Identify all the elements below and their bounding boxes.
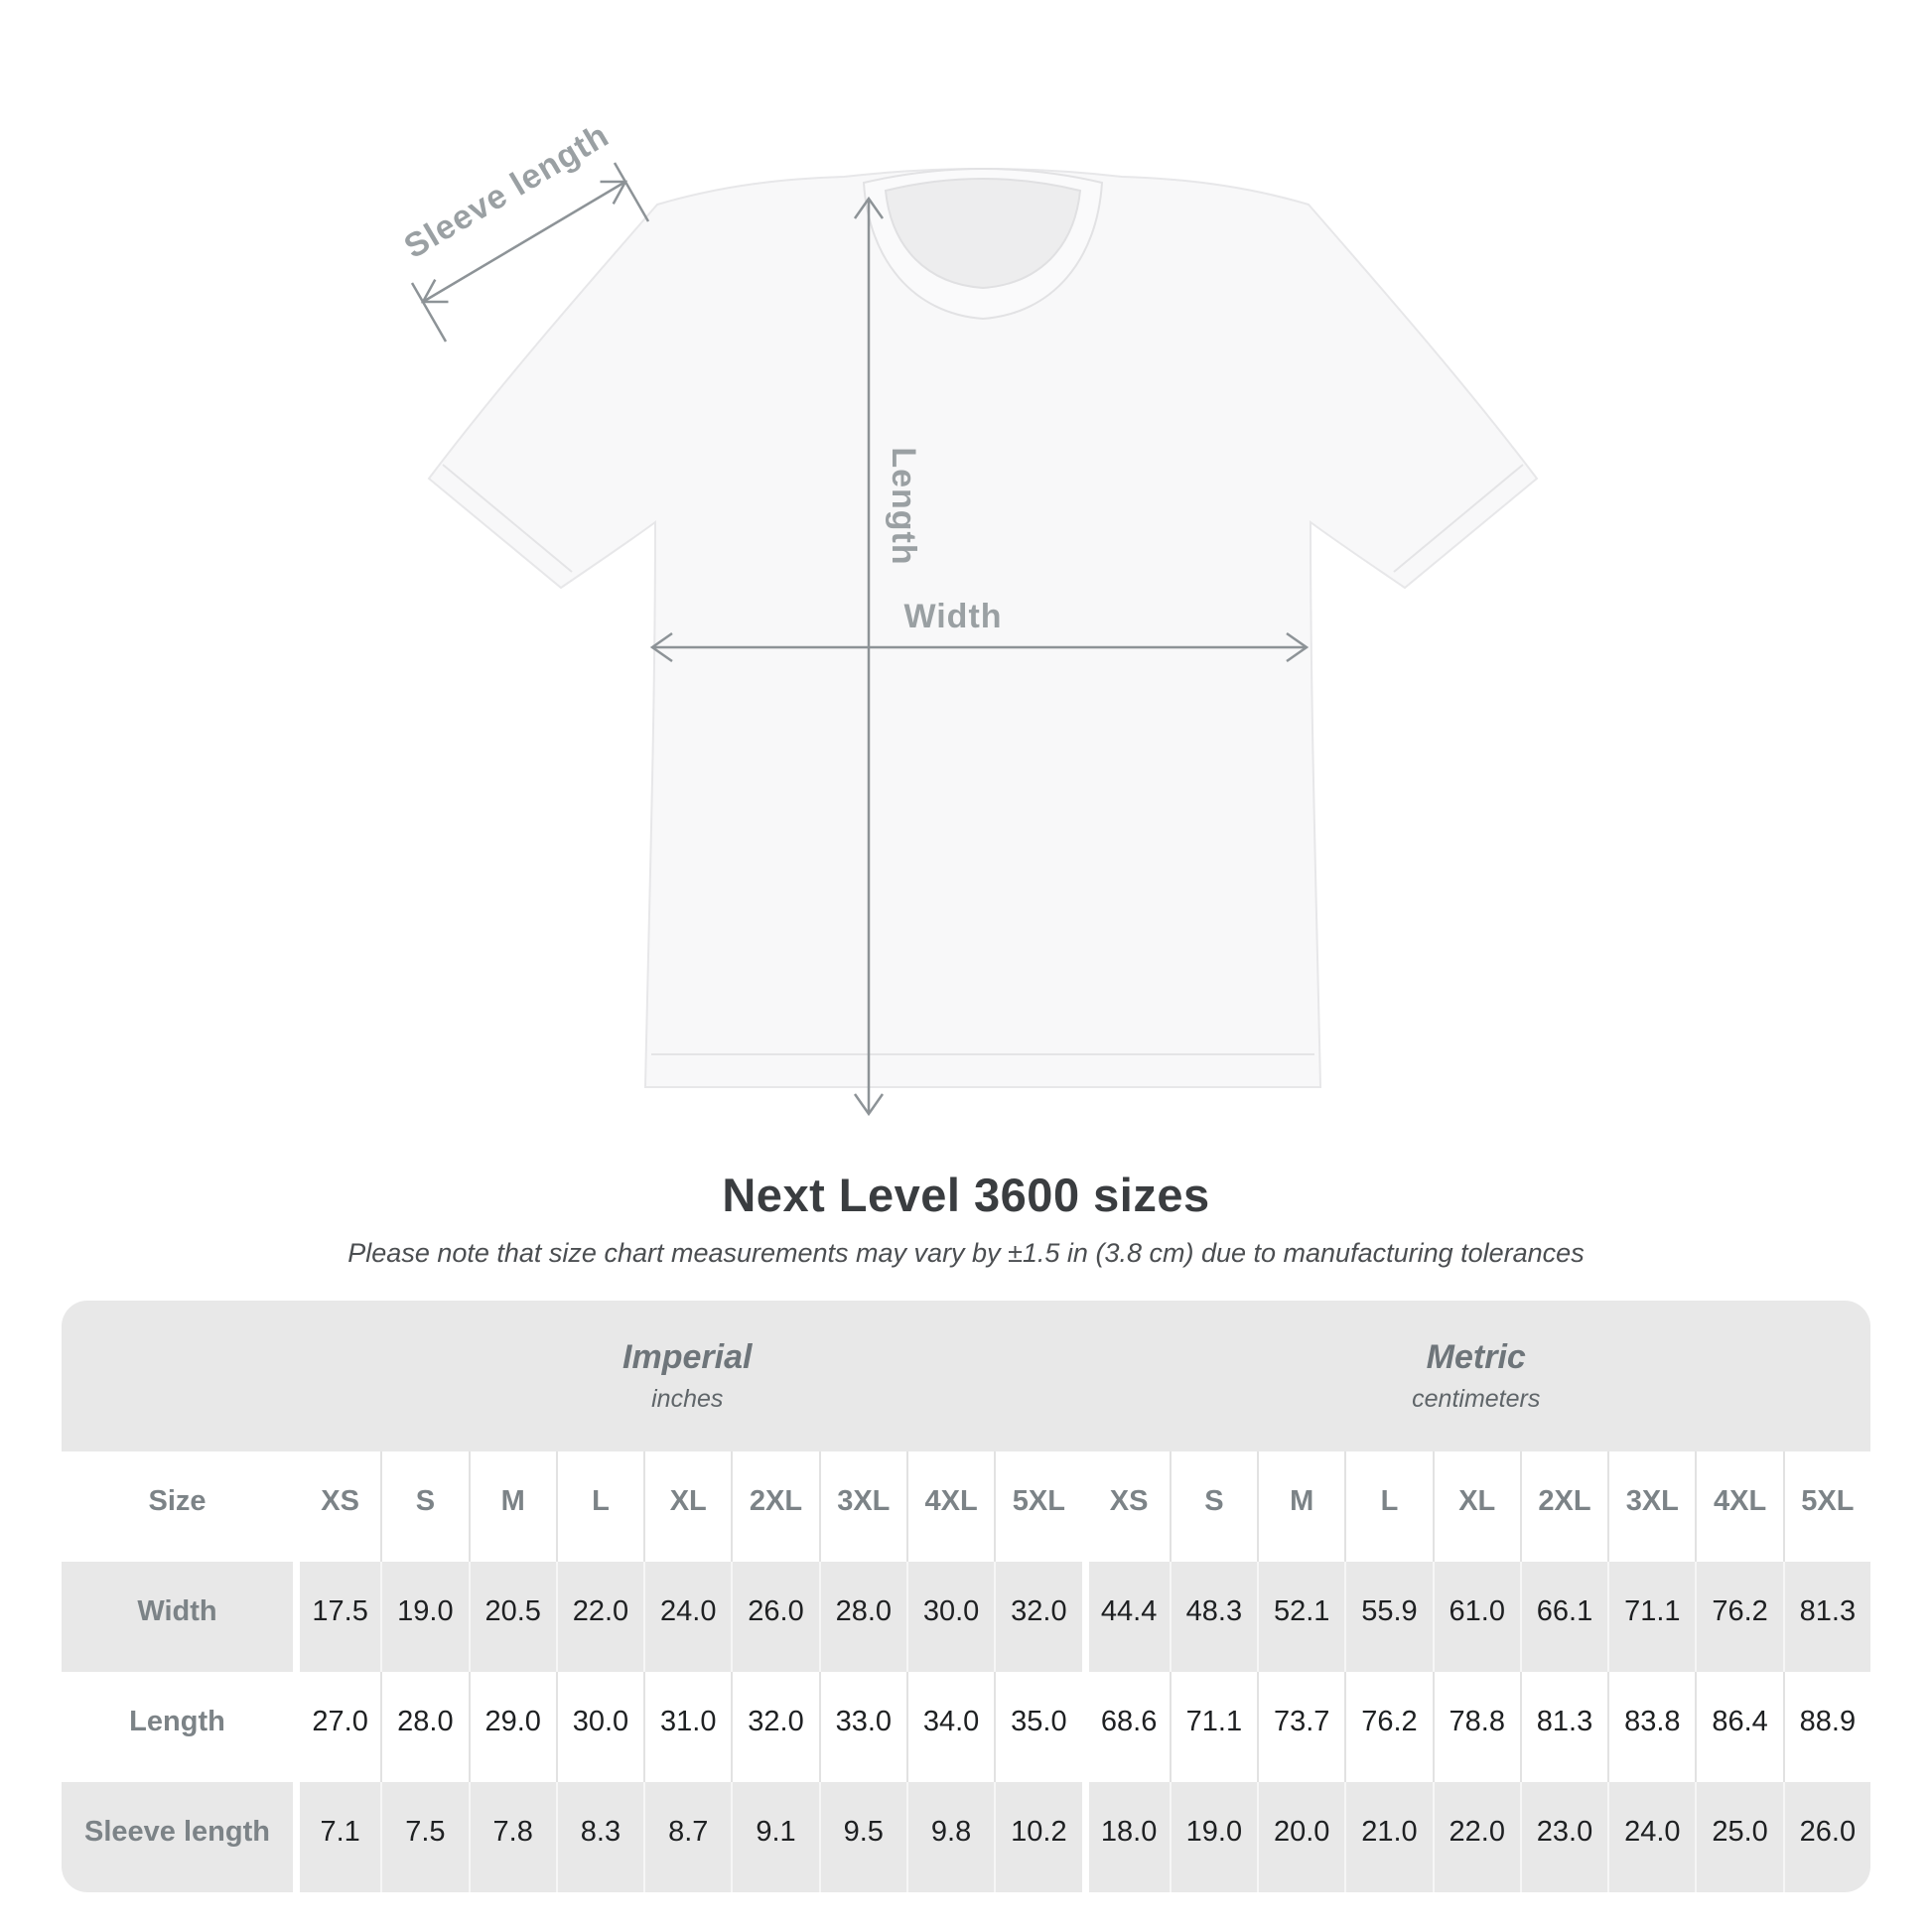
length-imperial-m: 29.0 — [469, 1672, 556, 1782]
length-metric-2xl: 81.3 — [1520, 1672, 1607, 1782]
metric-unit-label: centimeters — [1412, 1385, 1541, 1413]
width-metric-3xl: 71.1 — [1607, 1562, 1695, 1672]
width-imperial-m: 20.5 — [469, 1562, 556, 1672]
sleeve-imperial-s: 7.5 — [380, 1782, 468, 1892]
size-header-imperial-xl: XL — [643, 1451, 731, 1562]
size-header-metric-2xl: 2XL — [1520, 1451, 1607, 1562]
size-table — [62, 1301, 1870, 1892]
sleeve-imperial-3xl: 9.5 — [819, 1782, 906, 1892]
imperial-unit-label: inches — [651, 1385, 724, 1413]
imperial-label: Imperial — [622, 1338, 753, 1376]
width-imperial-2xl: 26.0 — [731, 1562, 818, 1672]
units-band — [62, 1301, 1870, 1451]
length-metric-s: 71.1 — [1170, 1672, 1257, 1782]
size-header-imperial-l: L — [556, 1451, 643, 1562]
page-subtitle: Please note that size chart measurements may vary by ±1.5 in (3.8 cm) due to manufacturing tolerances — [347, 1238, 1585, 1268]
size-header-imperial-s: S — [380, 1451, 468, 1562]
size-header-metric-5xl: 5XL — [1783, 1451, 1870, 1562]
tshirt-diagram — [328, 109, 1608, 1162]
width-metric-xl: 61.0 — [1433, 1562, 1520, 1672]
sleeve-metric-4xl: 25.0 — [1695, 1782, 1782, 1892]
width-label: Width — [903, 598, 1003, 635]
sleeve-imperial-m: 7.8 — [469, 1782, 556, 1892]
length-label: Length — [885, 447, 922, 566]
width-imperial-l: 22.0 — [556, 1562, 643, 1672]
sleeve-imperial-xs: 7.1 — [293, 1782, 380, 1892]
sleeve-metric-3xl: 24.0 — [1607, 1782, 1695, 1892]
size-header-metric-xl: XL — [1433, 1451, 1520, 1562]
sleeve-imperial-2xl: 9.1 — [731, 1782, 818, 1892]
size-header-metric-m: M — [1257, 1451, 1344, 1562]
length-imperial-5xl: 35.0 — [994, 1672, 1081, 1782]
length-imperial-3xl: 33.0 — [819, 1672, 906, 1782]
size-header-imperial-5xl: 5XL — [994, 1451, 1081, 1562]
size-header-metric-s: S — [1170, 1451, 1257, 1562]
sleeve-metric-l: 21.0 — [1344, 1782, 1432, 1892]
width-imperial-4xl: 30.0 — [906, 1562, 994, 1672]
sleeve-imperial-l: 8.3 — [556, 1782, 643, 1892]
sleeve-metric-xl: 22.0 — [1433, 1782, 1520, 1892]
metric-section-header — [1082, 1301, 1871, 1451]
size-header-metric-4xl: 4XL — [1695, 1451, 1782, 1562]
page-title: Next Level 3600 sizes — [722, 1169, 1210, 1221]
length-metric-m: 73.7 — [1257, 1672, 1344, 1782]
size-header-metric-l: L — [1344, 1451, 1432, 1562]
size-header-imperial-3xl: 3XL — [819, 1451, 906, 1562]
row-label-width: Width — [137, 1595, 217, 1627]
length-metric-3xl: 83.8 — [1607, 1672, 1695, 1782]
sleeve-imperial-xl: 8.7 — [643, 1782, 731, 1892]
table-row-sleeve-length — [62, 1782, 1870, 1892]
width-metric-xs: 44.4 — [1082, 1562, 1170, 1672]
metric-label: Metric — [1426, 1338, 1526, 1376]
sleeve-metric-xs: 18.0 — [1082, 1782, 1170, 1892]
length-imperial-xs: 27.0 — [293, 1672, 380, 1782]
length-metric-5xl: 88.9 — [1783, 1672, 1870, 1782]
length-metric-4xl: 86.4 — [1695, 1672, 1782, 1782]
length-imperial-s: 28.0 — [380, 1672, 468, 1782]
width-metric-l: 55.9 — [1344, 1562, 1432, 1672]
imperial-section-header — [293, 1301, 1082, 1451]
length-metric-xl: 78.8 — [1433, 1672, 1520, 1782]
size-header-imperial-4xl: 4XL — [906, 1451, 994, 1562]
width-metric-m: 52.1 — [1257, 1562, 1344, 1672]
size-column-header: Size — [148, 1485, 207, 1517]
size-header-imperial-m: M — [469, 1451, 556, 1562]
sleeve-imperial-4xl: 9.8 — [906, 1782, 994, 1892]
sleeve-imperial-5xl: 10.2 — [994, 1782, 1081, 1892]
sleeve-metric-s: 19.0 — [1170, 1782, 1257, 1892]
length-metric-l: 76.2 — [1344, 1672, 1432, 1782]
tshirt-diagram-svg — [328, 109, 1608, 1162]
sleeve-metric-5xl: 26.0 — [1783, 1782, 1870, 1892]
width-imperial-xs: 17.5 — [293, 1562, 380, 1672]
length-imperial-xl: 31.0 — [643, 1672, 731, 1782]
size-header-metric-3xl: 3XL — [1607, 1451, 1695, 1562]
width-imperial-s: 19.0 — [380, 1562, 468, 1672]
table-row-length — [62, 1672, 1870, 1782]
length-imperial-4xl: 34.0 — [906, 1672, 994, 1782]
sleeve-metric-m: 20.0 — [1257, 1782, 1344, 1892]
width-imperial-3xl: 28.0 — [819, 1562, 906, 1672]
size-header-imperial-2xl: 2XL — [731, 1451, 818, 1562]
size-header-imperial-xs: XS — [293, 1451, 380, 1562]
width-imperial-5xl: 32.0 — [994, 1562, 1081, 1672]
table-header-row — [62, 1451, 1870, 1562]
title-block — [0, 1168, 1932, 1269]
row-label-sleeve-length: Sleeve length — [84, 1816, 270, 1848]
length-imperial-l: 30.0 — [556, 1672, 643, 1782]
table-row-width — [62, 1562, 1870, 1672]
width-imperial-xl: 24.0 — [643, 1562, 731, 1672]
sleeve-metric-2xl: 23.0 — [1520, 1782, 1607, 1892]
length-imperial-2xl: 32.0 — [731, 1672, 818, 1782]
length-metric-xs: 68.6 — [1082, 1672, 1170, 1782]
width-metric-2xl: 66.1 — [1520, 1562, 1607, 1672]
width-metric-5xl: 81.3 — [1783, 1562, 1870, 1672]
row-label-length: Length — [129, 1706, 225, 1737]
sleeve-length-label: Sleeve length — [397, 116, 617, 266]
size-header-metric-xs: XS — [1082, 1451, 1170, 1562]
width-metric-s: 48.3 — [1170, 1562, 1257, 1672]
width-metric-4xl: 76.2 — [1695, 1562, 1782, 1672]
